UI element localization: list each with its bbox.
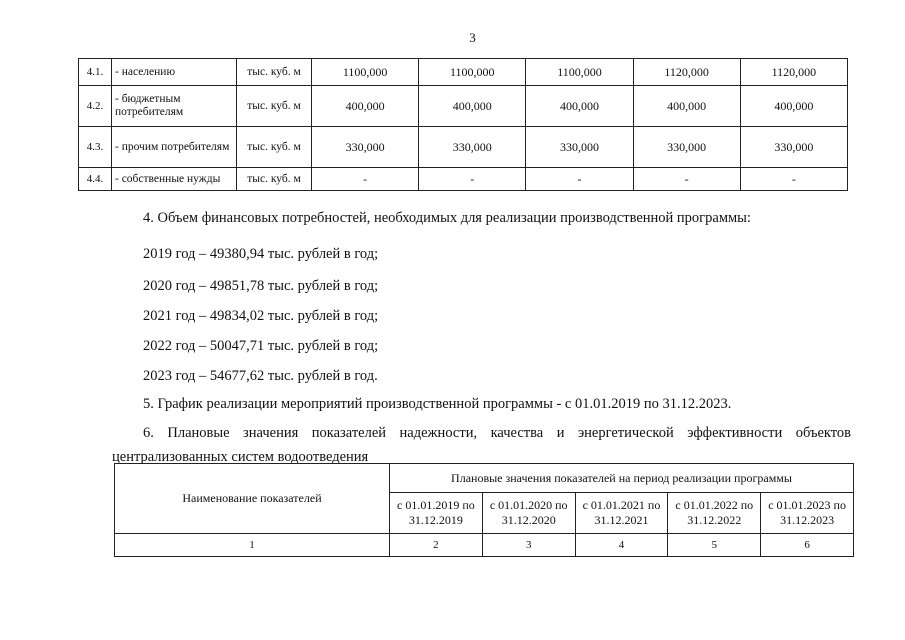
column-number: 3 [482,534,575,557]
row-name: - населению [112,59,237,86]
cell-value: 1100,000 [526,59,633,86]
cell-value: 330,000 [312,127,419,168]
row-unit: тыс. куб. м [237,59,312,86]
row-number: 4.3. [79,127,112,168]
column-number: 5 [668,534,761,557]
period-group-header: Плановые значения показателей на период реализации программы [390,464,854,493]
cell-value: 330,000 [526,127,633,168]
period-header: с 01.01.2021 по 31.12.2021 [575,493,668,534]
cell-value: 1100,000 [419,59,526,86]
row-unit: тыс. куб. м [237,168,312,191]
row-name: - бюджетным потребителям [112,86,237,127]
period-header: с 01.01.2020 по 31.12.2020 [482,493,575,534]
row-name: - прочим потребителям [112,127,237,168]
cell-value: - [526,168,633,191]
finance-year-2020: 2020 год – 49851,78 тыс. рублей в год; [143,278,379,294]
cell-value: 400,000 [419,86,526,127]
water-volume-table [78,58,848,191]
cell-value: 330,000 [740,127,847,168]
table-row [79,168,848,191]
finance-year-2019: 2019 год – 49380,94 тыс. рублей в год; [143,246,379,262]
indicators-table [114,463,854,557]
section6-text-line1: 6. Плановые значения показателей надежности, качества и энергетической эффективности объектов [143,425,851,441]
cell-value: 1120,000 [633,59,740,86]
column-number: 2 [390,534,483,557]
section5-text: 5. График реализации мероприятий производственной программы - с 01.01.2019 по 31.12.2023. [143,396,732,412]
cell-value: - [740,168,847,191]
section4-heading: 4. Объем финансовых потребностей, необходимых для реализации производственной программы: [143,210,751,226]
period-header: с 01.01.2023 по 31.12.2023 [761,493,854,534]
cell-value: 400,000 [312,86,419,127]
finance-year-2022: 2022 год – 50047,71 тыс. рублей в год; [143,338,379,354]
cell-value: 330,000 [419,127,526,168]
table-row [79,127,848,168]
cell-value: - [633,168,740,191]
column-number: 6 [761,534,854,557]
section6-text-line2: централизованных систем водоотведения [112,449,369,465]
row-unit: тыс. куб. м [237,127,312,168]
cell-value: - [312,168,419,191]
table-row [79,86,848,127]
period-header: с 01.01.2019 по 31.12.2019 [390,493,483,534]
cell-value: 400,000 [526,86,633,127]
period-header: с 01.01.2022 по 31.12.2022 [668,493,761,534]
finance-year-2023: 2023 год – 54677,62 тыс. рублей в год. [143,368,378,384]
name-header: Наименование показателей [115,464,390,534]
cell-value: 330,000 [633,127,740,168]
cell-value: 400,000 [633,86,740,127]
column-number: 4 [575,534,668,557]
row-number: 4.4. [79,168,112,191]
column-number: 1 [115,534,390,557]
page-number: 3 [469,30,476,45]
row-number: 4.2. [79,86,112,127]
row-number: 4.1. [79,59,112,86]
table-header-row [115,464,854,493]
row-unit: тыс. куб. м [237,86,312,127]
finance-year-2021: 2021 год – 49834,02 тыс. рублей в год; [143,308,379,324]
cell-value: 1120,000 [740,59,847,86]
cell-value: - [419,168,526,191]
column-number-row [115,534,854,557]
cell-value: 400,000 [740,86,847,127]
table-row [79,59,848,86]
cell-value: 1100,000 [312,59,419,86]
row-name: - собственные нужды [112,168,237,191]
